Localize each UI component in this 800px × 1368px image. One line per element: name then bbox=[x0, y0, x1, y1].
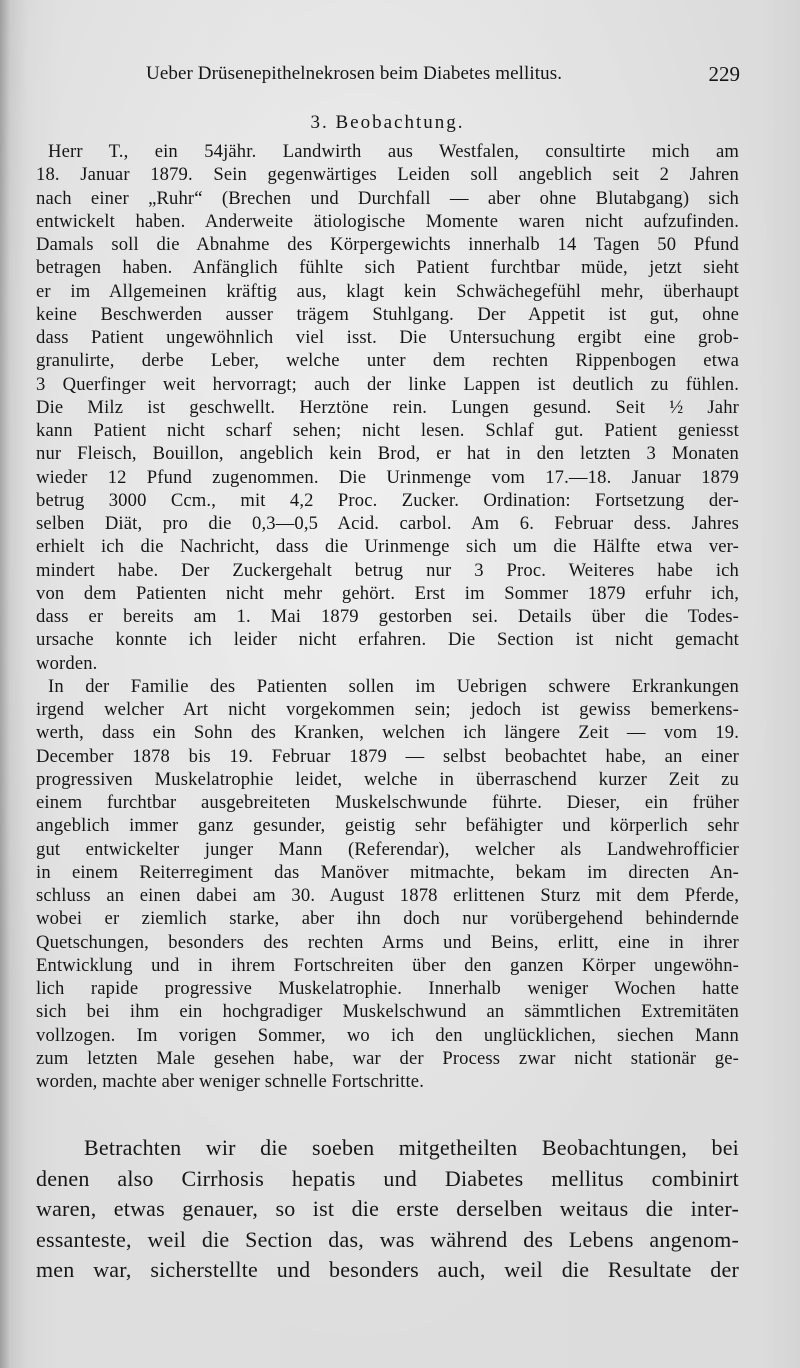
text-line: gut entwickelter junger Mann (Referendar), welcher als Landwehrofficier bbox=[36, 838, 739, 860]
text-line: in einem Reiterregiment das Manöver mitmachte, bekam im directen An- bbox=[36, 861, 739, 883]
text-line: ursache konnte ich leider nicht erfahren. Die Section ist nicht gemacht bbox=[36, 629, 739, 651]
page-number: 229 bbox=[708, 62, 740, 86]
text-line: 3 Querfinger weit hervorragt; auch der linke Lappen ist deutlich zu fühlen. bbox=[36, 373, 739, 395]
text-line: men war, sicherstellte und besonders auch, weil die Resultate der bbox=[36, 1257, 739, 1282]
text-line: Damals soll die Abnahme des Körpergewichts innerhalb 14 Tagen 50 Pfund bbox=[36, 234, 739, 255]
text-line: werth, dass ein Sohn des Kranken, welchen ich längere Zeit — vom 19. bbox=[36, 722, 739, 744]
text-line: progressiven Muskelatrophie leidet, welche in überraschend kurzer Zeit zu bbox=[36, 768, 739, 790]
running-head bbox=[60, 60, 740, 88]
text-line: betragen haben. Anfänglich fühlte sich Patient furchtbar müde, jetzt sieht bbox=[36, 257, 739, 279]
text-line: entwickelt haben. Anderweite ätiologische Momente waren nicht aufzufinden. bbox=[36, 210, 739, 232]
section-heading: 3. Beobachtung. bbox=[310, 112, 465, 133]
text-line: essanteste, weil die Section das, was während des Lebens angenom- bbox=[36, 1226, 739, 1252]
paragraph-case-history bbox=[36, 140, 739, 675]
text-line: worden, machte aber weniger schnelle Fortschritte. bbox=[36, 1071, 425, 1092]
text-line: Quetschungen, besonders des rechten Arms und Beins, erlitt, eine in ihrer bbox=[36, 931, 739, 953]
text-line: In der Familie des Patienten sollen im Uebrigen schwere Erkrankungen bbox=[48, 675, 739, 697]
text-line: wobei er ziemlich starke, aber ihn doch nur vorübergehend behindernde bbox=[36, 908, 739, 930]
text-line: erhielt ich die Nachricht, dass die Urinmenge sich um die Hälfte etwa ver- bbox=[36, 536, 739, 558]
text-line: lich rapide progressive Muskelatrophie. Innerhalb weniger Wochen hatte bbox=[36, 978, 739, 999]
text-line: vollzogen. Im vorigen Sommer, wo ich den unglücklichen, siechen Mann bbox=[36, 1024, 739, 1046]
text-line: dass Patient ungewöhnlich viel isst. Die Untersuchung ergibt eine grob- bbox=[36, 327, 739, 348]
paragraph-discussion bbox=[36, 1133, 739, 1286]
text-line: keine Beschwerden ausser trägem Stuhlgang. Der Appetit ist gut, ohne bbox=[36, 303, 739, 325]
text-line: December 1878 bis 19. Februar 1879 — selbst beobachtet habe, an einer bbox=[36, 745, 739, 767]
text-line: Die Milz ist geschwellt. Herztöne rein. Lungen gesund. Seit ½ Jahr bbox=[36, 396, 739, 418]
text-line: zum letzten Male gesehen habe, war der Process zwar nicht stationär ge- bbox=[36, 1047, 739, 1069]
text-line: schluss an einen dabei am 30. August 1878 erlittenen Sturz mit dem Pferde, bbox=[36, 885, 739, 906]
text-line: granulirte, derbe Leber, welche unter dem rechten Rippenbogen etwa bbox=[36, 350, 739, 372]
text-line: 18. Januar 1879. Sein gegenwärtiges Leiden soll angeblich seit 2 Jahren bbox=[36, 164, 739, 186]
text-line: Betrachten wir die soeben mitgetheilten Beobachtungen, bei bbox=[84, 1135, 739, 1160]
text-line: nur Fleisch, Bouillon, angeblich kein Brod, er hat in den letzten 3 Monaten bbox=[36, 443, 739, 465]
text-line: irgend welcher Art nicht vorgekommen sein; jedoch ist gewiss bemerkens- bbox=[36, 699, 739, 720]
text-line: wieder 12 Pfund zugenommen. Die Urinmenge vom 17.—18. Januar 1879 bbox=[36, 466, 739, 488]
text-line: dass er bereits am 1. Mai 1879 gestorben sei. Details über die Todes- bbox=[36, 606, 739, 627]
text-line: kann Patient nicht scharf sehen; nicht lesen. Schlaf gut. Patient geniesst bbox=[36, 420, 739, 441]
text-line: selben Diät, pro die 0,3—0,5 Acid. carbol. Am 6. Februar dess. Jahres bbox=[36, 513, 739, 534]
text-line: denen also Cirrhosis hepatis und Diabetes mellitus combinirt bbox=[36, 1165, 739, 1191]
text-line: Herr T., ein 54jähr. Landwirth aus Westfalen, consultirte mich am bbox=[48, 141, 739, 162]
text-line: betrug 3000 Ccm., mit 4,2 Proc. Zucker. Ordination: Fortsetzung der- bbox=[36, 489, 739, 511]
case-report bbox=[36, 110, 739, 1093]
text-line: Entwicklung und in ihrem Fortschreiten über den ganzen Körper ungewöhn- bbox=[36, 954, 739, 976]
text-line: sich bei ihm ein hochgradiger Muskelschwund an sämmtlichen Extremitäten bbox=[36, 1001, 739, 1023]
text-line: von dem Patienten nicht mehr gehört. Erst im Sommer 1879 erfuhr ich, bbox=[36, 582, 739, 604]
text-line: mindert habe. Der Zuckergehalt betrug nur 3 Proc. Weiteres habe ich bbox=[36, 559, 739, 581]
text-line: worden. bbox=[36, 652, 98, 674]
text-line: er im Allgemeinen kräftig aus, klagt kein Schwächegefühl mehr, überhaupt bbox=[36, 280, 739, 302]
text-line: waren, etwas genauer, so ist die erste derselben weitaus die inter- bbox=[36, 1196, 739, 1221]
text-line: nach einer „Ruhr“ (Brechen und Durchfall — aber ohne Blutabgang) sich bbox=[36, 187, 739, 209]
text-line: angeblich immer ganz gesunder, geistig sehr befähigter und körperlich sehr bbox=[36, 815, 739, 837]
running-title: Ueber Drüsenepithelnekrosen beim Diabetes mellitus. bbox=[146, 63, 563, 84]
text-line: einem furchtbar ausgebreiteten Muskelschwunde führte. Dieser, ein früher bbox=[36, 792, 739, 813]
paragraph-family-history bbox=[36, 675, 739, 1094]
